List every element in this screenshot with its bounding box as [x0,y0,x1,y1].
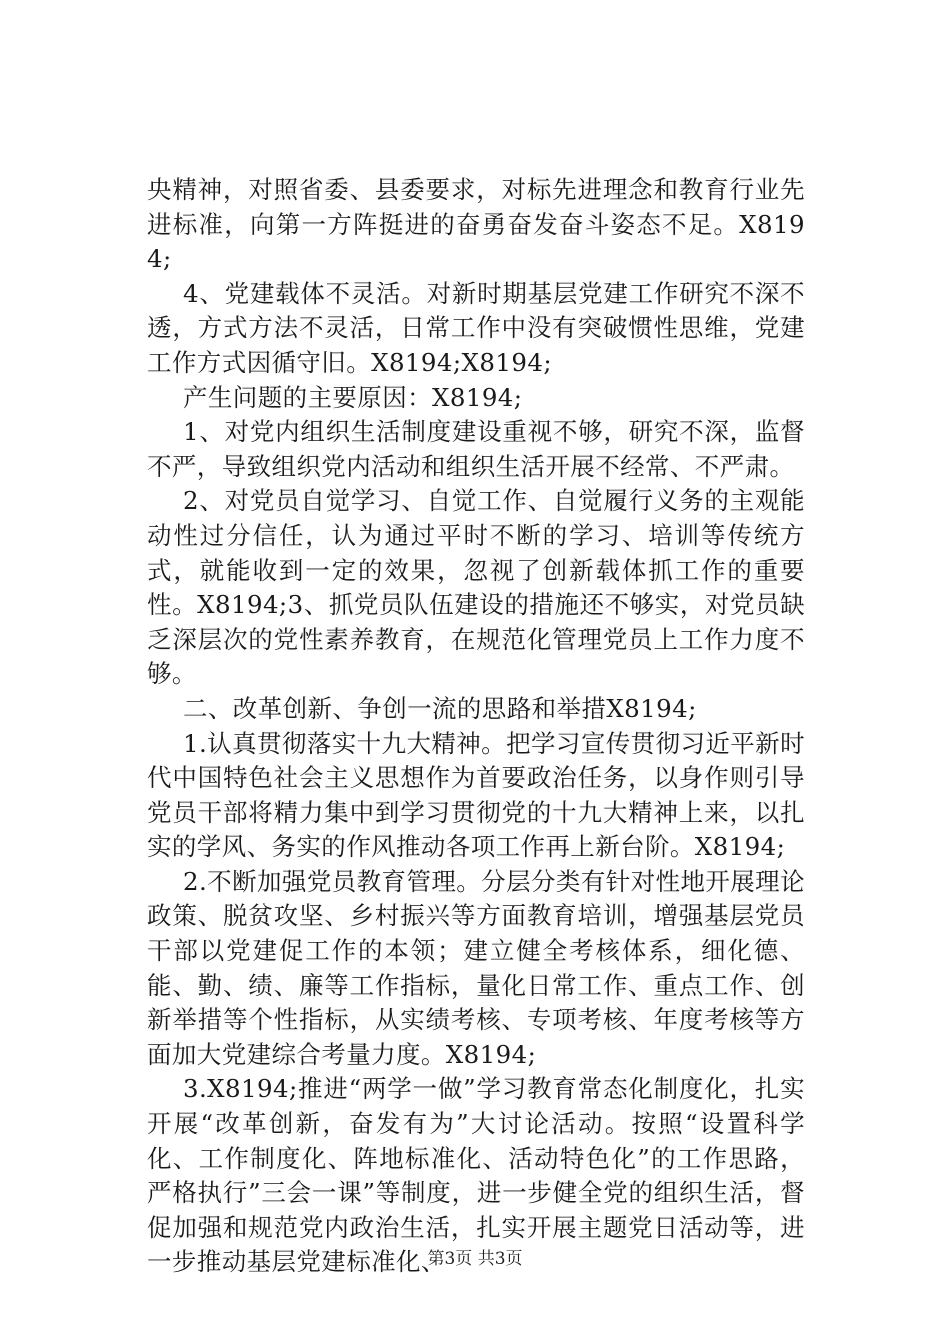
paragraph-3: 产生问题的主要原因：X8194; [183,382,523,412]
paragraph-1: 央精神，对照省委、县委要求，对标先进理念和教育行业先进标准，向第一方阵挺进的奋勇奋发奋斗姿态不足。X8194; [147,175,805,274]
section-heading: 二、改革创新、争创一流的思路和举措X8194; [183,693,697,723]
page-footer: 第3页 共3页 [427,1249,523,1269]
document-body [147,173,805,1280]
paragraph-8: 2.不断加强党员教育管理。分层分类有针对性地开展理论政策、脱贫攻坚、乡村振兴等方面教育培训，增强基层党员干部以党建促工作的本领；建立健全考核体系，细化德、能、勤、绩、廉等工作指标，量化日常工作、重点工作、创新举措等个性指标，从实绩考核、专项考核、年度考核等方面加大党建综合考量力度。X8194; [147,866,805,1069]
paragraph-4: 1、对党内组织生活制度建设重视不够，研究不深，监督不严，导致组织党内活动和组织生活开展不经常、不严肃。 [147,417,805,481]
paragraph-9: 3.X8194;推进“两学一做”学习教育常态化制度化，扎实开展“改革创新，奋发有为”大讨论活动。按照“设置科学化、工作制度化、阵地标准化、活动特色化”的工作思路，严格执行”三会一课”等制度，进一步健全党的组织生活，督促加强和规范党内政治生活，扎实开展主题党日活动等，进一步推动基层党建标准化、 [147,1074,805,1277]
paragraph-7: 1.认真贯彻落实十九大精神。把学习宣传贯彻习近平新时代中国特色社会主义思想作为首要政治任务，以身作则引导党员干部将精力集中到学习贯彻党的十九大精神上来，以扎实的学风、务实的作风推动各项工作再上新台阶。X8194; [147,728,805,862]
paragraph-2: 4、党建载体不灵活。对新时期基层党建工作研究不深不透，方式方法不灵活，日常工作中没有突破惯性思维，党建工作方式因循守旧。X8194;X8194; [147,278,805,377]
paragraph-5: 2、对党员自觉学习、自觉工作、自觉履行义务的主观能动性过分信任，认为通过平时不断的学习、培训等传统方式，就能收到一定的效果，忽视了创新载体抓工作的重要性。X8194;3、抓党员队伍建设的措施还不够实，对党员缺乏深层次的党性素养教育，在规范化管理党员上工作力度不够。 [147,486,805,689]
